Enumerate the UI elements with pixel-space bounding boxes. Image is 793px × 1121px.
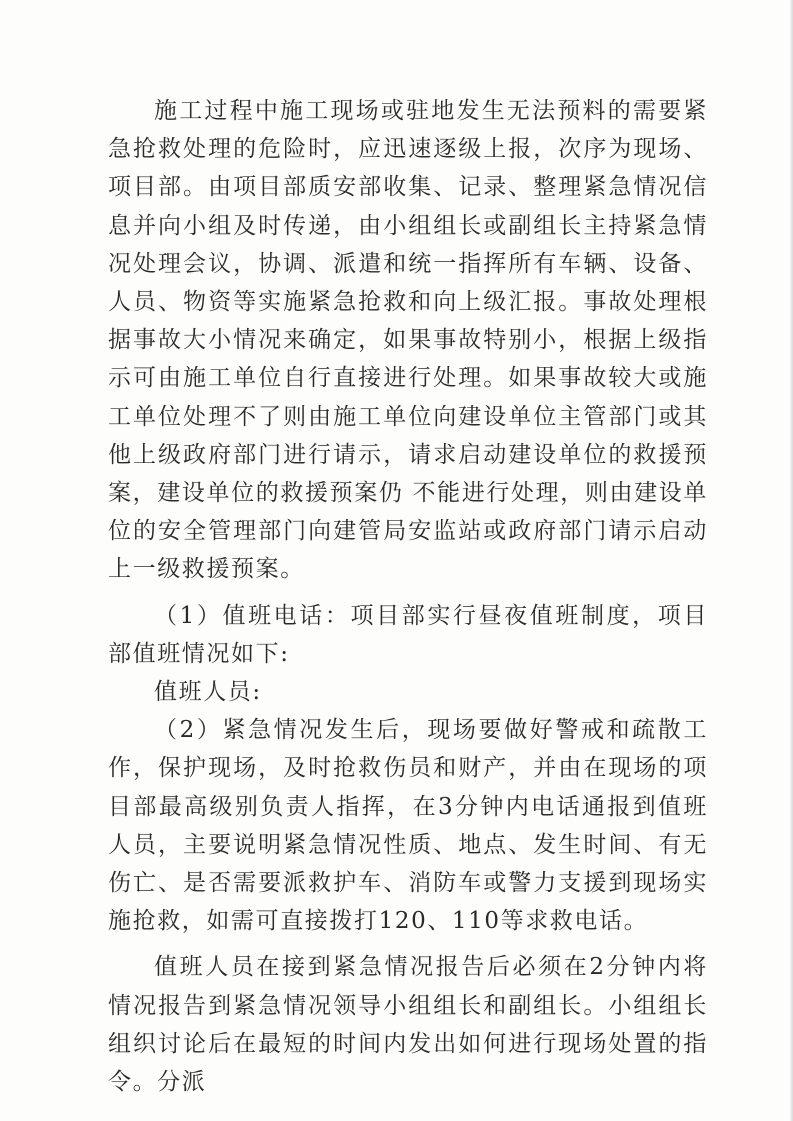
paragraph-emergency-reporting: 施工过程中施工现场或驻地发生无法预料的需要紧急抢救处理的危险时，应迅速逐级上报，次序为现场、项目部。由项目部质安部收集、记录、整理紧急情况信息并向小组及时传递，由小组组长或副组长主持紧急情况处理会议，协调、派遣和统一指挥所有车辆、设备、人员、物资等实施紧急抢救和向上级汇报。事故处理根据事故大小情况来确定，如果事故特别小，根据上级指示可由施工单位自行直接进行处理。如果事故较大或施工单位处理不了则由施工单位向建设单位主管部门或其他上级政府部门进行请示，请求启动建设单位的救援预案，建设单位的救援预案仍 不能进行处理，则由建设单位的安全管理部门向建管局安监站或政府部门请示启动上一级救援预案。 [108,98,708,583]
paragraph-duty-escalation: 值班人员在接到紧急情况报告后必须在2分钟内将情况报告到紧急情况领导小组组长和副组长。小组组长组织讨论后在最短的时间内发出如何进行现场处置的指令。分派 [108,954,708,1096]
paragraph-duty-personnel: 值班人员: [154,679,262,706]
document-body [108,92,708,1101]
paragraph-onsite-response: （2）紧急情况发生后，现场要做好警戒和疏散工作，保护现场，及时抢救伤员和财产，并由在现场的项目部最高级别负责人指挥，在3分钟内电话通报到值班人员，主要说明紧急情况性质、地点、发生时间、有无伤亡、是否需要派救护车、消防车或警力支援到现场实施抢救，如需可直接拨打120、110等求救电话。 [108,717,708,935]
paragraph-duty-phone: （1）值班电话：项目部实行昼夜值班制度，项目部值班情况如下: [108,602,708,667]
